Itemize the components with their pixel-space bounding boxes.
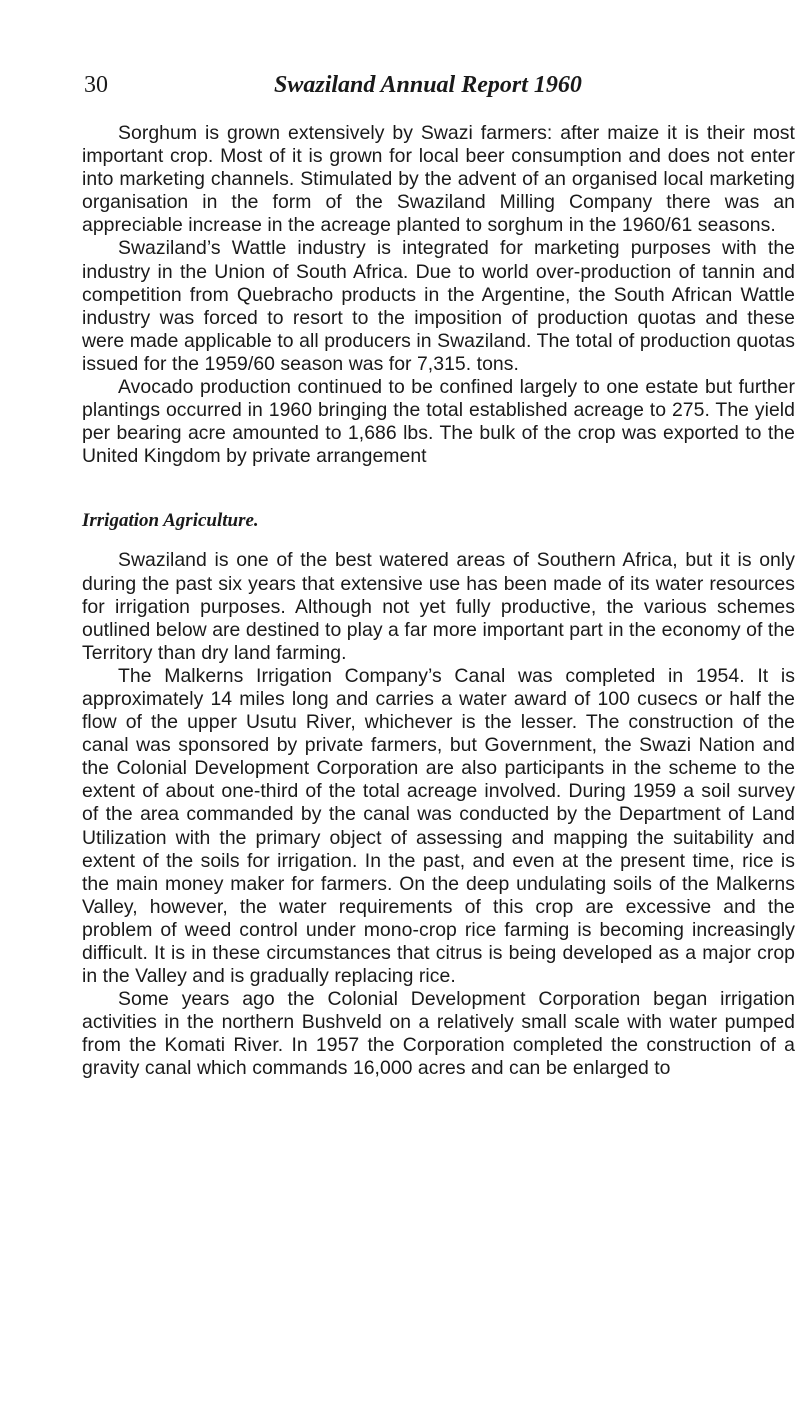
paragraph-malkerns-canal: The Malkerns Irrigation Company’s Canal was completed in 1954. It is approximately 14 miles long and carries a water award of 100 cusecs or half the flow of the upper Usutu River, whichever is the lesser. The construction of the canal was sponsored by private farmers, but Government, the Swazi Nation and the Colonial Development Corporation are also participants in the scheme to the extent of about one-third of the total acreage involved. During 1959 a soil survey of the area commanded by the canal was conducted by the Department of Land Utilization with the primary object of assessing and mapping the suitability and extent of the soils for irrigation. In the past, and even at the present time, rice is the main money maker for farmers. On the deep undulating soils of the Malkerns Valley, however, the water requirements of this crop are excessive and the problem of weed control under mono-crop rice farming is becoming increasingly difficult. It is in these circumstances that citrus is being developed as a major crop in the Valley and is gradually replacing rice.: [82, 664, 795, 988]
paragraph-sorghum: Sorghum is grown extensively by Swazi farmers: after maize it is their most important crop. Most of it is grown for local beer consumption and does not enter into marketing channels. Stimulated by the advent of an organised local marketing organisation in the form of the Swaziland Milling Company there was an appreciable increase in the acreage planted to sorghum in the 1960/61 seasons.: [82, 122, 795, 237]
paragraph-komati-scheme: Some years ago the Colonial Development Corporation began irrigation activities in the northern Bushveld on a relatively small scale with water pumped from the Komati River. In 1957 the Corporation completed the construction of a gravity canal which commands 16,000 acres and can be enlarged to: [82, 988, 795, 1080]
running-title: Swaziland Annual Report 1960: [274, 72, 582, 98]
paragraph-avocado: Avocado production continued to be confined largely to one estate but further plantings occurred in 1960 bringing the total established acreage to 275. The yield per bearing acre amounted to 1,686 lbs. The bulk of the crop was exported to the United Kingdom by private arrangement: [82, 376, 795, 468]
page-number: 30: [84, 72, 108, 98]
paragraph-wattle: Swaziland’s Wattle industry is integrated for marketing purposes with the industry in the Union of South Africa. Due to world over-production of tannin and competition from Quebracho products in the Argentine, the South African Wattle industry was forced to resort to the imposition of production quotas and these were made applicable to all producers in Swaziland. The total of production quotas issued for the 1959/60 season was for 7,315. tons.: [82, 237, 795, 375]
running-header: [84, 72, 744, 108]
body-text: [82, 122, 795, 1081]
section-heading-irrigation: Irrigation Agriculture.: [82, 510, 259, 532]
paragraph-irrigation-intro: Swaziland is one of the best watered areas of Southern Africa, but it is only during the past six years that extensive use has been made of its water resources for irrigation purposes. Although not yet fully productive, the various schemes outlined below are destined to play a far more important part in the economy of the Territory than dry land farming.: [82, 549, 795, 664]
